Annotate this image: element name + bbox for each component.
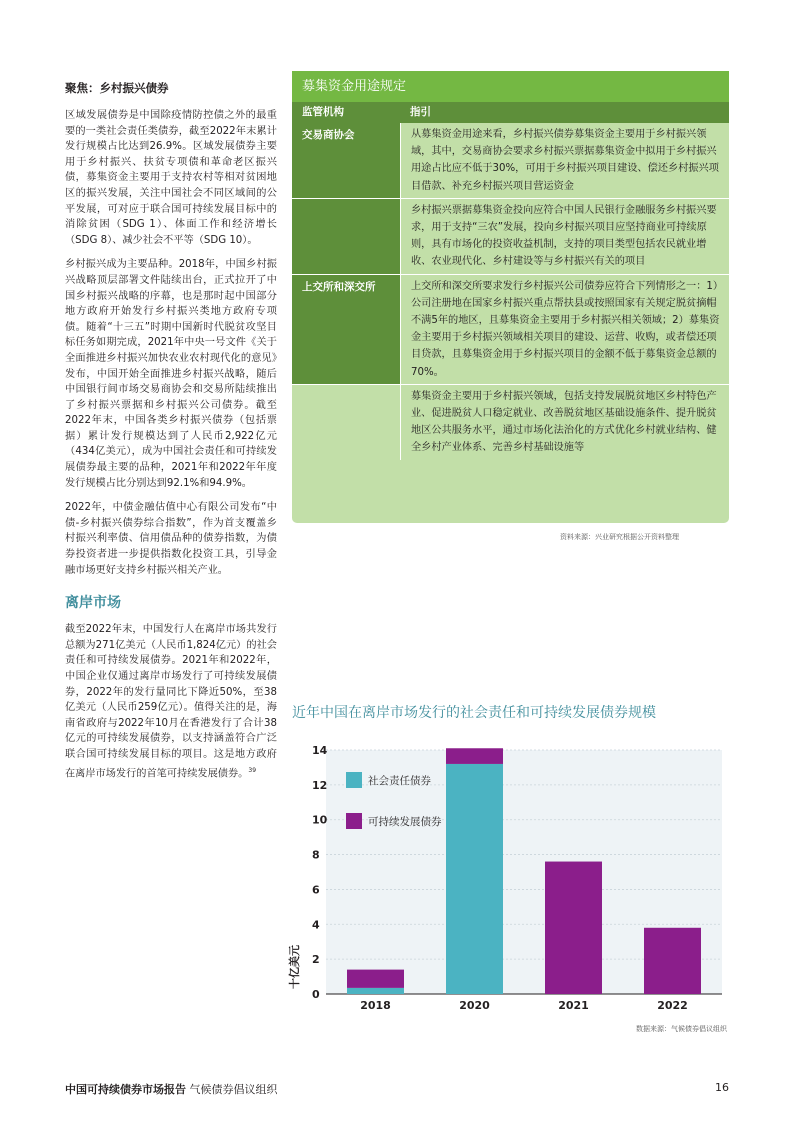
legend-label: 社会责任债券 [368, 775, 431, 787]
x-tick-label: 2022 [657, 999, 688, 1012]
y-tick-label: 6 [312, 883, 320, 897]
table-source: 资料来源：兴业研究根据公开资料整理 [560, 533, 679, 541]
row-org: 交易商协会 [292, 123, 400, 198]
x-tick-label: 2020 [459, 999, 490, 1012]
table-title: 募集资金用途规定 [292, 71, 729, 102]
paragraph-4-text: 截至2022年末，中国发行人在离岸市场共发行总额为271亿美元（人民币1,824亿元）的社会责任和可持续发展债券。2021年和2022年，中国企业仅通过离岸市场发行了可持续发展债券，2022年的发行量同比下降近50%，至38亿美元（人民币259亿元）。值得关注的是，海南省政府与2022年10月在香港发行了合计38亿元的可持续发展债券，以支持涵盖符合广泛联合国可持续发展目标的项目。这是地方政府在离岸市场发行的首笔可持续发展债券。 [65, 624, 277, 779]
footnote-ref: 39 [248, 766, 257, 774]
row-desc: 从募集资金用途来看，乡村振兴债券募集资金主要用于乡村振兴领域，其中，交易商协会要求乡村振兴票据募集资金中拟用于乡村振兴用途占比应不低于30%，可用于乡村振兴项目建设、偿还乡村振兴项目借款、补充乡村振兴项目营运资金 [400, 123, 729, 198]
y-tick-label: 4 [312, 918, 320, 932]
bar [347, 970, 404, 988]
section-heading: 聚焦：乡村振兴债券 [65, 81, 169, 95]
paragraph-3: 2022年，中债金融估值中心有限公司发布“中债-乡村振兴债券综合指数”，作为首支覆盖乡村振兴利率债、信用债品种的债券指数，为债券投资者进一步提供指数化投资工具，引导金融市场更好支持乡村振兴相关产业。 [65, 502, 277, 576]
left-column [65, 80, 277, 791]
bar [644, 928, 701, 994]
footer [65, 1081, 278, 1097]
offshore-heading: 离岸市场 [65, 595, 121, 612]
y-tick-label: 8 [312, 848, 320, 862]
col-header-guideline: 指引 [410, 106, 431, 118]
regulation-table [292, 71, 729, 523]
bar [347, 988, 404, 994]
bar [446, 748, 503, 764]
paragraph-2: 乡村振兴成为主要品种。2018年，中国乡村振兴战略顶层部署文件陆续出台，正式拉开了中国乡村振兴战略的序幕，也是那时起中国部分地方政府开始发行乡村振兴类地方政府专项债。随着“十三五”时期中国新时代脱贫攻坚目标任务如期完成，2021年中央一号文件《关于全面推进乡村振兴加快农业农村现代化的意见》发布，中国开始全面推进乡村振兴战略，随后中国银行间市场交易商协会和交易所陆续推出了乡村振兴票据和乡村振兴公司债券。截至2022年末，中国各类乡村振兴债券（包括票据）累计发行规模达到了人民币2,922亿元（434亿美元），成为中国社会责任和可持续发展债券最主要的品种，2021年和2022年年度发行规模占比分别达到92.1%和94.9%。 [65, 259, 277, 489]
table-row [292, 385, 729, 460]
y-tick-label: 12 [312, 778, 328, 792]
legend-swatch [346, 813, 362, 829]
row-desc: 乡村振兴票据募集资金投向应符合中国人民银行金融服务乡村振兴要求，用于支持“三农”发展，投向乡村振兴项目应坚持商业可持续原则，具有市场化的投资收益机制，支持的项目类型包括农民就业增收、农业现代化、乡村建设等与乡村振兴有关的项目 [400, 199, 729, 274]
y-tick-label: 10 [312, 813, 328, 827]
page-number: 16 [715, 1081, 729, 1094]
table-row [292, 199, 729, 275]
paragraph-4 [65, 622, 277, 781]
y-tick-label: 2 [312, 953, 320, 967]
footer-org: 气候债券倡议组织 [189, 1083, 278, 1096]
chart-title: 近年中国在离岸市场发行的社会责任和可持续发展债券规模 [292, 705, 656, 721]
table-header [292, 102, 729, 123]
legend-label: 可持续发展债券 [368, 816, 442, 828]
bar [446, 764, 503, 994]
paragraph-1: 区域发展债券是中国除疫情防控债之外的最重要的一类社会责任类债券，截至2022年末累计发行规模占比达到26.9%。区域发展债券主要用于乡村振兴、扶贫专项债和革命老区振兴债，募集资金主要用于支持农村等相对贫困地区的振兴发展，关注中国社会不同区域间的公平发展，可对应于联合国可持续发展目标中的消除贫困（SDG 1）、体面工作和经济增长（SDG 8）、减少社会不平等（SDG 10）。 [65, 110, 277, 246]
legend-swatch [346, 772, 362, 788]
chart-source: 数据来源：气候债券倡议组织 [636, 1025, 727, 1033]
x-tick-label: 2021 [558, 999, 589, 1012]
row-org [292, 199, 400, 274]
row-desc: 募集资金主要用于乡村振兴领域，包括支持发展脱贫地区乡村特色产业、促进脱贫人口稳定就业、改善脱贫地区基础设施条件、提升脱贫地区公共服务水平，通过市场化法治化的方式优化乡村就业结构、健全乡村产业体系、完善乡村基础设施等 [400, 385, 729, 460]
y-axis-label: 十亿美元 [288, 945, 301, 989]
table-row [292, 275, 729, 385]
row-org: 上交所和深交所 [292, 275, 400, 384]
row-desc: 上交所和深交所要求发行乡村振兴公司债券应符合下列情形之一：1）公司注册地在国家乡村振兴重点帮扶县或按照国家有关规定脱贫摘帽不满5年的地区，且募集资金主要用于乡村振兴相关领域；2）募集资金主要用于乡村振兴领域相关项目的建设、运营、收购，或者偿还项目贷款，且募集资金用于乡村振兴项目的金额不低于募集资金总额的70%。 [400, 275, 729, 384]
bar-chart [290, 730, 730, 1020]
row-org [292, 385, 400, 460]
footer-title: 中国可持续债券市场报告 [65, 1083, 186, 1096]
y-tick-label: 14 [312, 744, 328, 757]
y-tick-label: 0 [312, 988, 320, 1001]
col-header-regulator: 监管机构 [302, 106, 344, 118]
bar [545, 862, 602, 994]
table-row [292, 123, 729, 199]
x-tick-label: 2018 [360, 999, 391, 1012]
